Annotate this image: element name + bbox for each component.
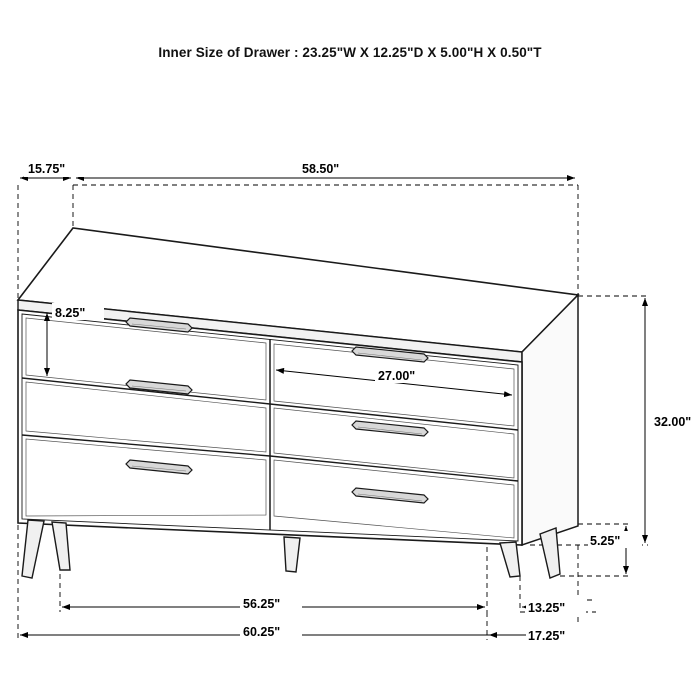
- dim-overall-width: 60.25": [243, 625, 281, 639]
- dim-base-depth: 13.25": [528, 601, 566, 615]
- dim-leg-height: 5.25": [590, 534, 621, 548]
- dim-overall-height: 32.00": [654, 415, 692, 429]
- dim-drawer-front-height: 8.25": [55, 306, 86, 320]
- dim-drawer-front-width: 27.00": [378, 369, 416, 383]
- dresser-body: [18, 228, 578, 578]
- dim-depth-top-left: 15.75": [28, 162, 66, 176]
- page-title: Inner Size of Drawer : 23.25"W X 12.25"D X 5.00"H X 0.50"T: [158, 45, 542, 60]
- dim-base-width: 56.25": [243, 597, 281, 611]
- dim-overall-depth: 17.25": [528, 629, 566, 643]
- dim-top-width: 58.50": [302, 162, 340, 176]
